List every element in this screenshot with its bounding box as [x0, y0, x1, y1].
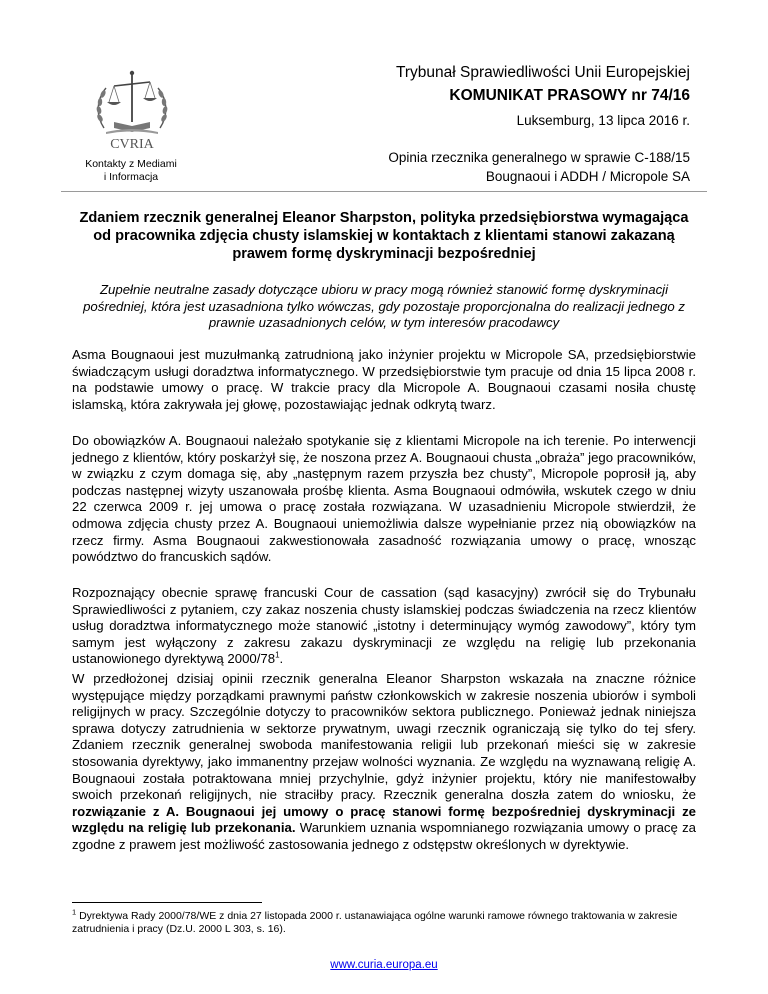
press-release-title: KOMUNIKAT PRASOWY nr 74/16 [449, 87, 690, 104]
court-name: Trybunał Sprawiedliwości Unii Europejskiej [395, 64, 690, 81]
curia-logo [84, 66, 180, 158]
case-parties: Bougnaoui i ADDH / Micropole SA [485, 169, 690, 184]
footnote-text: Dyrektywa Rady 2000/78/WE z dnia 27 listopada 2000 r. ustanawiająca ogólne warunki ramowe równego traktowania w zakresie zatrudnienia i pracy (Dz.U. 2000 L 303, s. 16). [72, 910, 678, 935]
paragraph-3 [72, 585, 696, 668]
subheadline: Zupełnie neutralne zasady dotyczące ubioru w pracy mogą również stanowić formę dyskryminacji pośredniej, która jest uzasadniona tylko wówczas, gdy pozostaje proporcjonalna do realizacji jednego z prawnie uzasadnionych celów, w tym interesów pracodawcy [83, 282, 685, 330]
opinion-line: Opinia rzecznika generalnego w sprawie C-188/15 [388, 150, 690, 165]
paragraph-4 [72, 671, 696, 854]
footnote-number: 1 [72, 907, 77, 917]
headline: Zdaniem rzecznik generalnej Eleanor Sharpston, polityka przedsiębiorstwa wymagająca od pracownika zdjęcia chusty islamskiej w kontaktach z klientami stanowi zakazaną prawem formę dyskryminacji bezpośredniej [79, 210, 689, 262]
footnote-reference[interactable]: 1 [275, 650, 280, 660]
curia-website-link[interactable]: www.curia.europa.eu [330, 959, 438, 971]
scales-of-justice-icon [84, 66, 180, 158]
logo-caption-line2: i Informacja [103, 171, 159, 183]
paragraph-4-emphasis: rozwiązanie z A. Bougnaoui jej umowy o pracę stanowi formę bezpośredniej dyskryminacji ze względu na religię lub przekonania. [72, 803, 696, 836]
logo-text: CVRIA [110, 137, 154, 152]
release-date: Luksemburg, 13 lipca 2016 r. [516, 113, 690, 128]
footnote [72, 907, 696, 936]
paragraph-3-text: Rozpoznający obecnie sprawę francuski Cour de cassation (sąd kasacyjny) zwrócił się do Trybunału Sprawiedliwości z pytaniem, czy zakaz noszenia chusty islamskiej podczas świadczenia na rzecz klientów usług doradztwa informatycznego może stanowić „istotny i determinujący wymóg zawodowy”, który tym samym jest wyłączony z zakresu zakazu dyskryminacji ze względu na religię lub przekonania ustanowionego dyrektywą 2000/78 [72, 585, 696, 667]
paragraph-4-end: Warunkiem uznania wspomnianego rozwiązania umowy o pracę za zgodne z prawem jest możliwość zastosowania jednego z odstępstw określonych w dyrektywie. [72, 820, 697, 852]
logo-caption-line1: Kontakty z Mediami [85, 158, 177, 170]
paragraph-2: Do obowiązków A. Bougnaoui należało spotykanie się z klientami Micropole na ich terenie. Po interwencji jednego z klientów, który poskarżył się, że noszona przez A. Bougnaoui chusta „obraża” jego pracowników, w związku z czym domaga się, aby „następnym razem przyszła bez chusty”, Micropole poprosił ją, aby podczas następnej wizyty uszanowała prośbę klienta. Asma Bougnaoui odmówiła, wskutek czego w dniu 22 czerwca 2009 r. jej umowa o pracę została rozwiązana. W uzasadnieniu Micropole stwierdził, że odmowa zdjęcia chusty przez A. Bougnaoui uniemożliwia dalsze wypełnianie przez nią obowiązków na rzecz firmy. Asma Bougnaoui zakwestionowała zasadność rozwiązania umowy o pracę, wnosząc powództwo do francuskich sądów. [72, 433, 696, 565]
footnote-divider [72, 902, 262, 903]
header-divider [61, 191, 707, 192]
paragraph-4-text: W przedłożonej dzisiaj opinii rzecznik generalna Eleanor Sharpston wskazała na znaczne różnice występujące między porządkami prawnymi państw członkowskich w zakresie noszenia ubiorów i symboli religijnych w pracy. Szczególnie dotyczy to pracowników sektora publicznego. Ponieważ jednak niniejsza sprawa dotyczy zatrudnienia w sektorze prywatnym, uwagi rzecznik ograniczają się tylko do tej sfery. Zdaniem rzecznik generalnej swoboda manifestowania religii lub przekonań mieści się w zakresie stosowania dyrektywy, jako immanentny przejaw wolności wyznania. Ze względu na wyznawaną religię A. Bougnaoui została potraktowana mniej przychylnie, gdyż inżynier projektu, który nie manifestowałby swoich przekonań religijnych, nie straciłby pracy. Rzecznik generalna doszła zatem do wniosku, że [72, 671, 696, 803]
logo-caption [58, 158, 204, 184]
paragraph-3-end: . [279, 651, 284, 667]
paragraph-1: Asma Bougnaoui jest muzułmanką zatrudnioną jako inżynier projektu w Micropole SA, przedsiębiorstwie świadczącym usługi doradztwa informatycznego. W przedsiębiorstwie tym pracuje od dnia 15 lipca 2008 r. na podstawie umowy o pracę. W trakcie pracy dla Micropole A. Bougnaoui czasami nosiła chustę islamską, która zakrywała jej głowę, pozostawiając jednak odkrytą twarz. [72, 347, 696, 412]
